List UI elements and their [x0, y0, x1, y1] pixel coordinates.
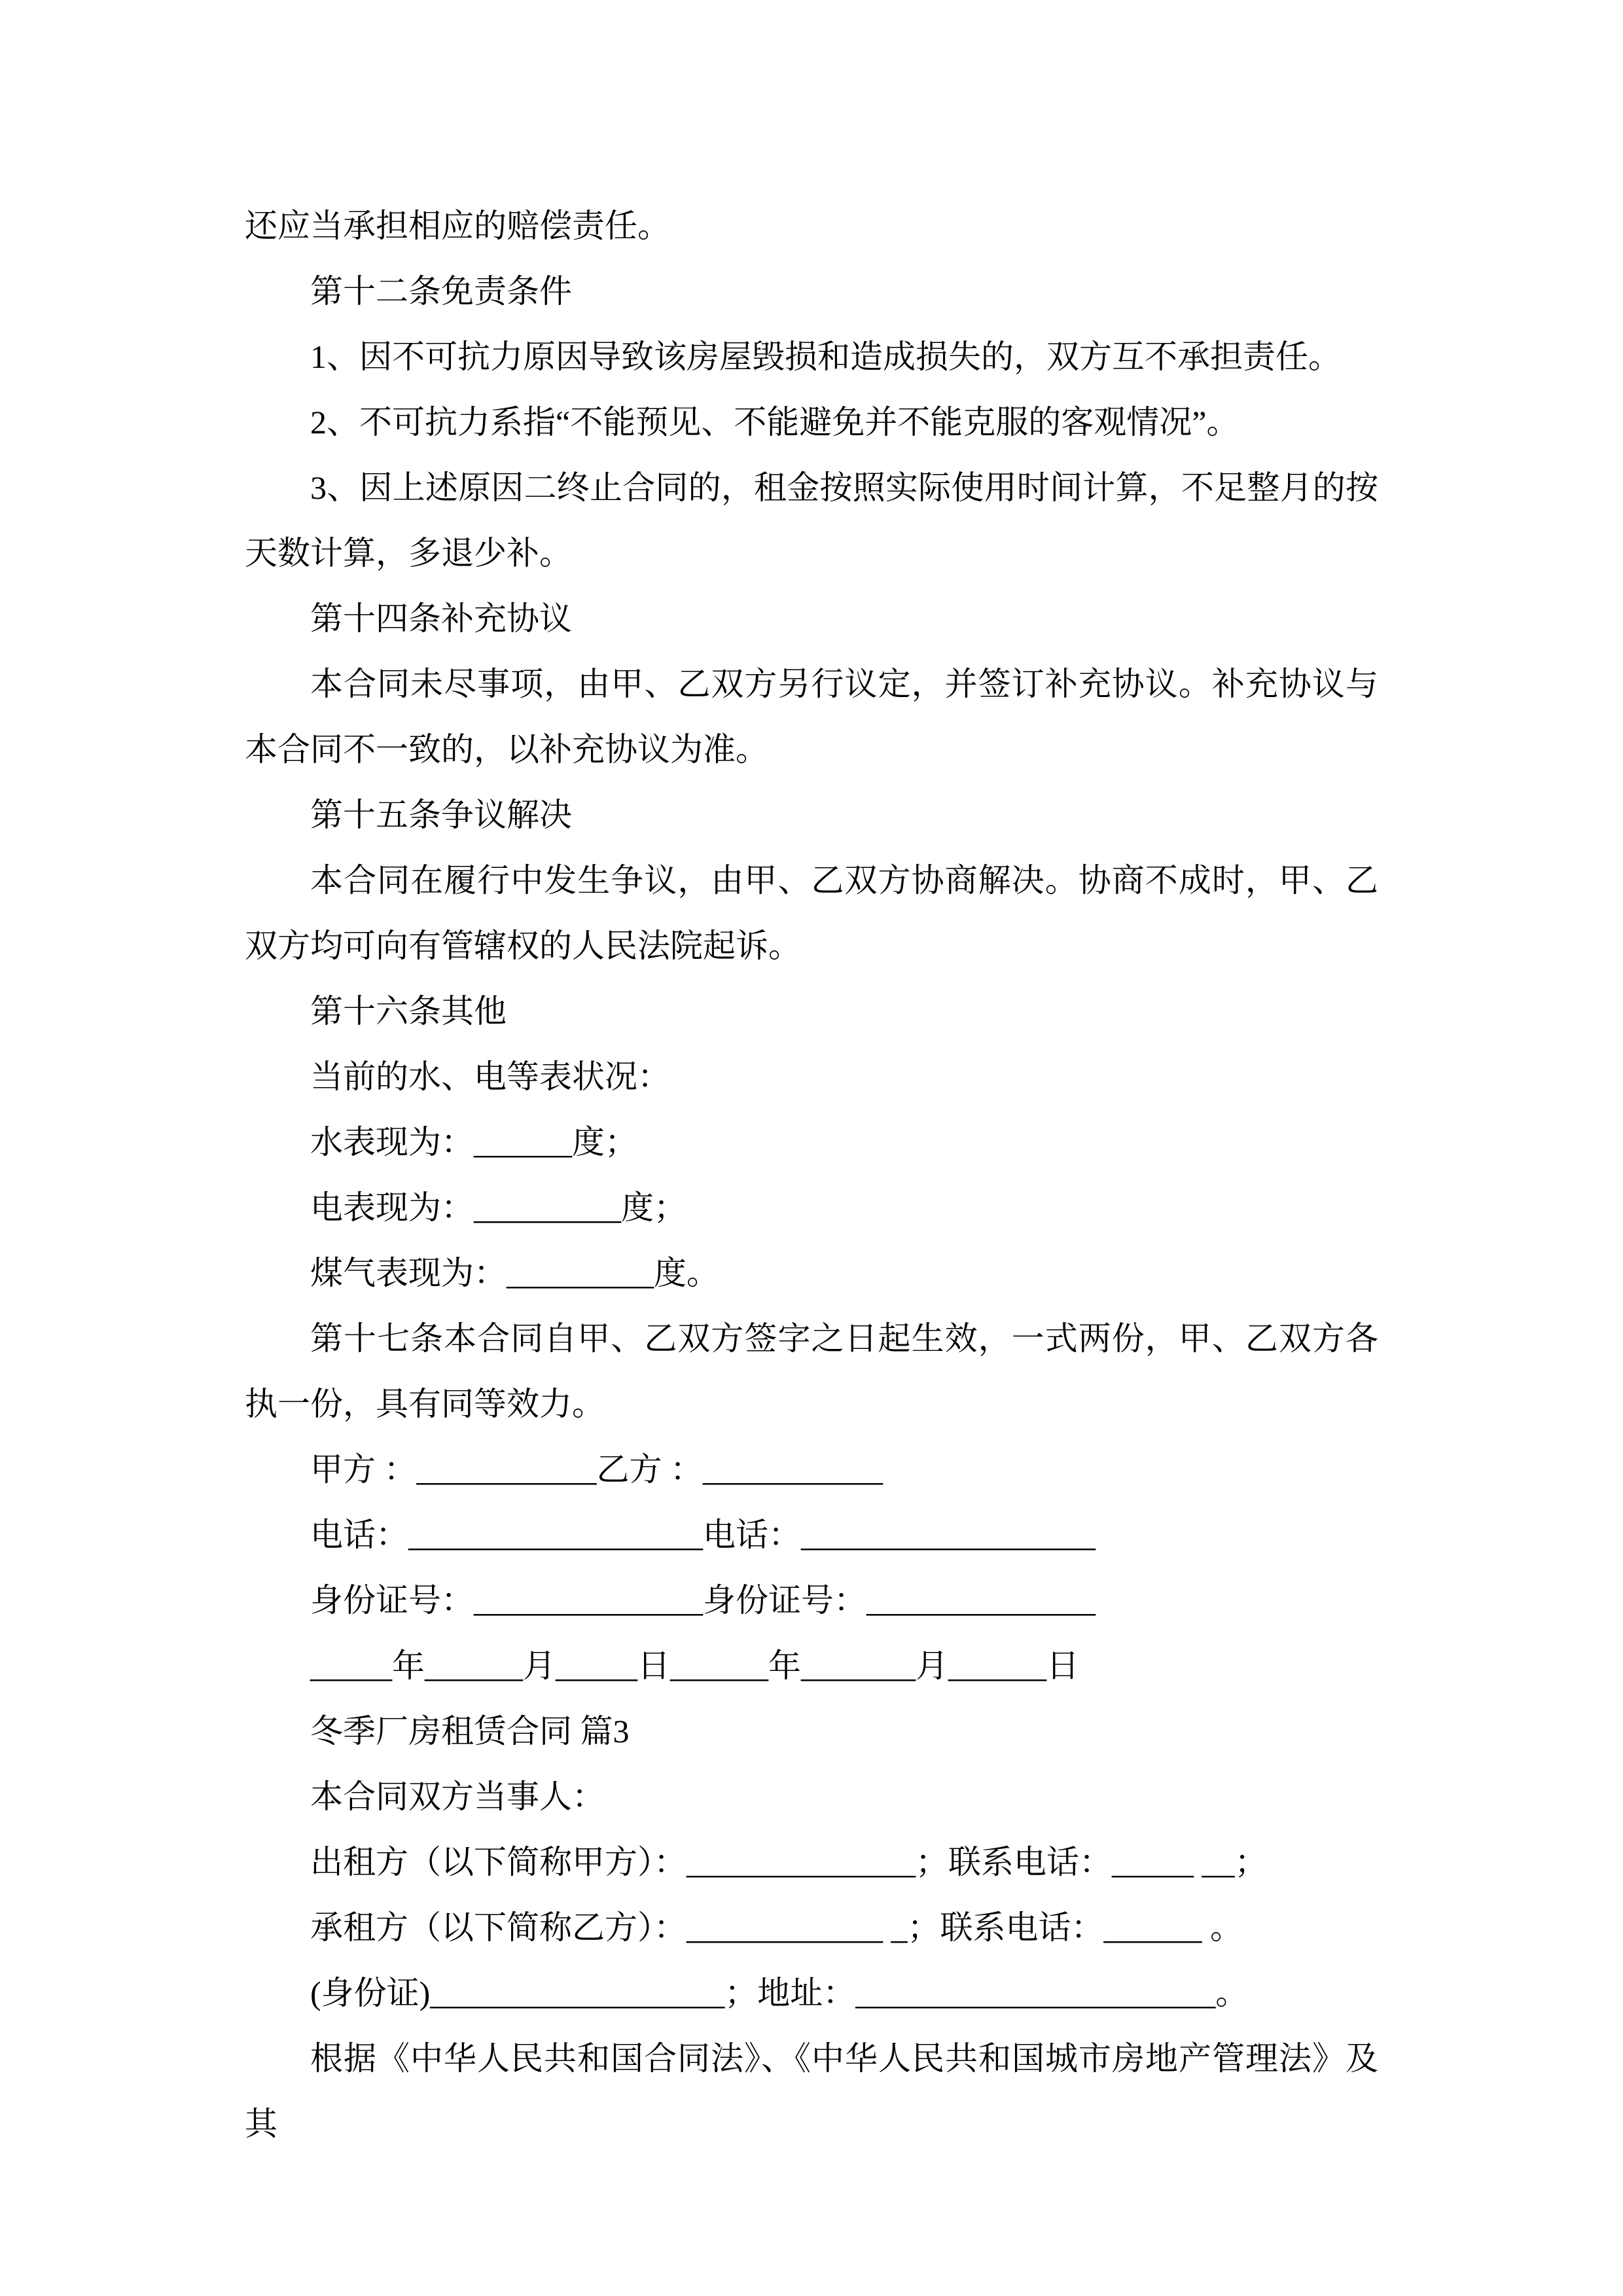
paragraph-clause-16-heading: 第十六条其他 [310, 993, 507, 1030]
paragraph-parties-intro: 本合同双方当事人： [310, 1778, 605, 1815]
paragraph-clause-14-heading: 第十四条补充协议 [310, 600, 572, 637]
paragraph-clause-12-item-3: 3、因上述原因二终止合同的，租金按照实际使用时间计算，不足整月的按天数计算，多退少补。 [245, 469, 1378, 571]
paragraph-gas-meter-blank: 煤气表现为：_________度。 [310, 1255, 719, 1291]
paragraph-clause-12-item-1: 1、因不可抗力原因导致该房屋毁损和造成损失的，双方互不承担责任。 [310, 338, 1341, 375]
paragraph-clause-15-body: 本合同在履行中发生争议，由甲、乙双方协商解决。协商不成时，甲、乙双方均可向有管辖权的人民法院起诉。 [245, 862, 1378, 964]
paragraph-clause-14-body: 本合同未尽事项，由甲、乙双方另行议定，并签订补充协议。补充协议与本合同不一致的，以补充协议为准。 [245, 666, 1378, 768]
paragraph-clause-12-item-2: 2、不可抗力系指“不能预见、不能避免并不能克服的客观情况”。 [310, 404, 1240, 440]
paragraph-legal-basis-intro: 根据《中华人民共和国合同法》、《中华人民共和国城市房地产管理法》及其 [245, 2040, 1378, 2142]
paragraph-lessee-blanks: 承租方（以下简称乙方）：____________ _；联系电话：______ 。 [310, 1909, 1243, 1946]
paragraph-clause-15-heading: 第十五条争议解决 [310, 797, 572, 833]
paragraph-party-a-party-b-signature-blanks: 甲方 ：___________乙方 ：___________ [310, 1451, 883, 1488]
paragraph-meter-status-intro: 当前的水、电等表状况： [310, 1058, 670, 1095]
paragraph-lessor-blanks: 出租方（以下简称甲方）：______________；联系电话：_____ __； [310, 1844, 1268, 1880]
paragraph-clause-17-body: 第十七条本合同自甲、乙双方签字之日起生效，一式两份，甲、乙双方各执一份，具有同等效力。 [245, 1320, 1378, 1422]
contract-text-block [245, 193, 1378, 2157]
paragraph-compensation-continuation: 还应当承担相应的赔偿责任。 [245, 207, 670, 244]
paragraph-section-title-part-3: 冬季厂房租赁合同 篇3 [310, 1713, 630, 1749]
paragraph-clause-12-heading: 第十二条免责条件 [310, 273, 572, 310]
paragraph-electric-meter-blank: 电表现为：_________度； [310, 1189, 687, 1226]
paragraph-id-number-blanks: 身份证号：______________身份证号：______________ [310, 1582, 1096, 1619]
paragraph-water-meter-blank: 水表现为：______度； [310, 1124, 637, 1160]
paragraph-phone-blanks: 电话：__________________电话：__________________ [310, 1516, 1096, 1553]
paragraph-date-blanks: _____年______月_____日______年_______月______日 [310, 1647, 1079, 1684]
paragraph-id-address-blanks: (身份证)__________________；地址：______________________。 [310, 1975, 1249, 2011]
